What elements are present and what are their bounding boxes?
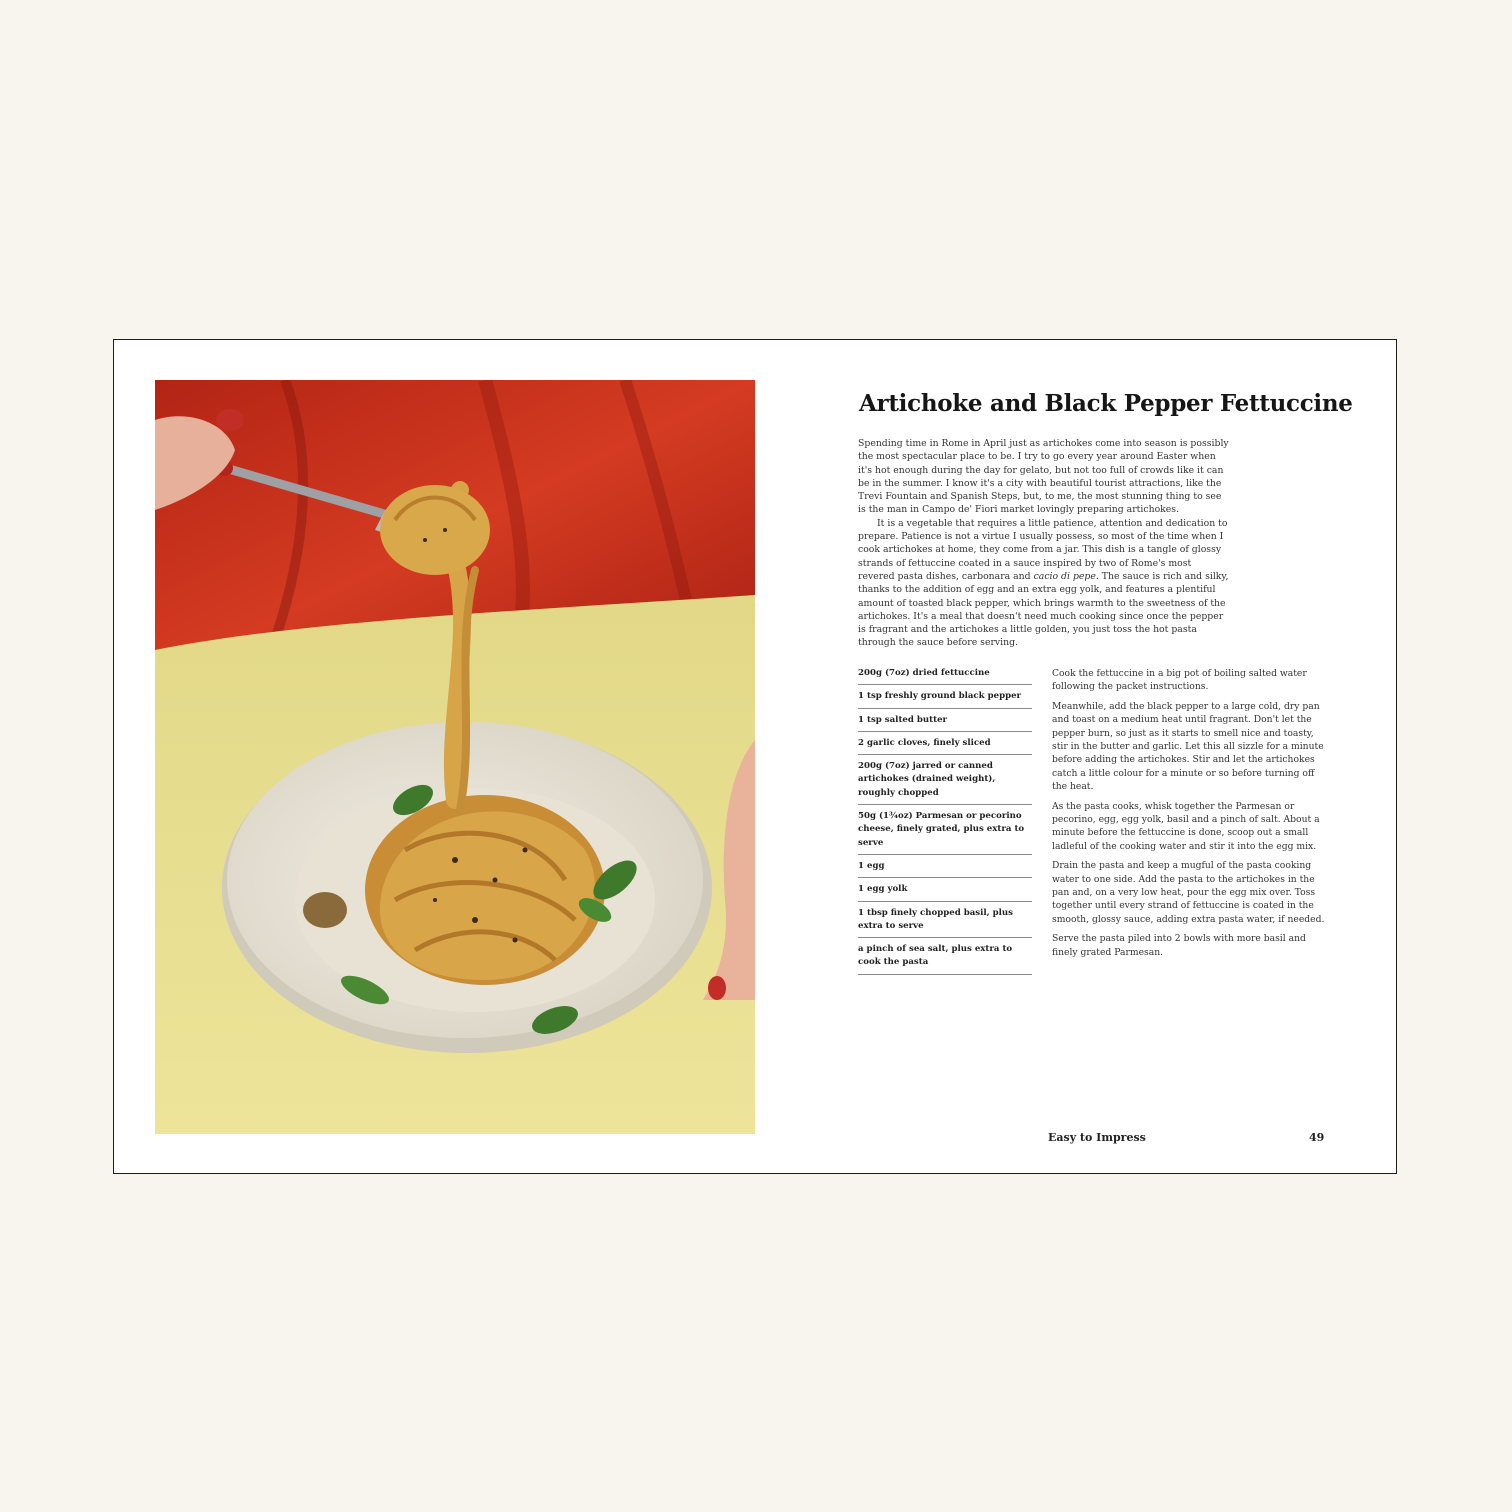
ingredient-item: 1 tbsp finely chopped basil, plus extra to serve <box>858 906 1032 939</box>
ingredient-item: 1 egg yolk <box>858 882 1032 901</box>
ingredient-item: 1 tsp freshly ground black pepper <box>858 689 1032 708</box>
method-step: Meanwhile, add the black pepper to a large cold, dry pan and toast on a medium heat until fragrant. Don't let the pepper burn, so just as it starts to smell nice and toasty, stir in the butter and garlic. Let this all sizzle for a minute before adding the artichokes. Stir and let the artichokes catch a little colour for a minute or so before turning off the heat. <box>1052 701 1324 792</box>
ingredient-item: 2 garlic cloves, finely sliced <box>858 736 1032 755</box>
running-head: Easy to Impress <box>1048 1131 1146 1144</box>
pasta-photo-illustration <box>155 380 755 1134</box>
method-step: Cook the fettuccine in a big pot of boiling salted water following the packet instructions. <box>1052 668 1307 693</box>
recipe-intro <box>858 437 1230 650</box>
ingredient-item: 200g (7oz) dried fettuccine <box>858 666 1032 685</box>
ingredient-list <box>858 666 1032 979</box>
ingredient-item: 50g (1¾oz) Parmesan or pecorino cheese, finely grated, plus extra to serve <box>858 809 1032 855</box>
intro-italic-dish-name: cacio di pepe <box>1033 570 1096 582</box>
ingredient-item: 1 tsp salted butter <box>858 713 1032 732</box>
ingredient-item: 1 egg <box>858 859 1032 878</box>
ingredient-item: a pinch of sea salt, plus extra to cook the pasta <box>858 942 1032 975</box>
intro-paragraph-1: Spending time in Rome in April just as artichokes come into season is possibly the most spectacular place to be. I try to go every year around Easter when it's hot enough during the day for gelato, but not too full of crowds like it can be in the summer. I know it's a city with beautiful tourist attractions, like the Trevi Fountain and Spanish Steps, but, to me, the most stunning thing to see is the man in Campo de' Fiori market lovingly preparing artichokes. <box>858 438 1229 516</box>
method-step: Drain the pasta and keep a mugful of the pasta cooking water to one side. Add the pasta to the artichokes in the pan and, on a very low heat, pour the egg mix over. Toss together until every strand of fettuccine is coated in the smooth, glossy sauce, adding extra pasta water, if needed. <box>1052 860 1325 925</box>
book-spread <box>113 339 1397 1174</box>
intro-paragraph-2-part-2: . The sauce is rich and silky, thanks to the addition of egg and an extra egg yolk, and features a plentiful amount of toasted black pepper, which brings warmth to the sweetness of the artichokes. It's a meal that doesn't need much cooking since once the pepper is fragrant and the artichokes a little golden, you just toss the hot pasta through the sauce before serving. <box>858 570 1229 649</box>
method-step: As the pasta cooks, whisk together the Parmesan or pecorino, egg, egg yolk, basil and a pinch of salt. About a minute before the fettuccine is done, scoop out a small ladleful of the cooking water and stir it into the egg mix. <box>1052 800 1320 852</box>
method-step: Serve the pasta piled into 2 bowls with more basil and finely grated Parmesan. <box>1052 933 1306 958</box>
page-number: 49 <box>1309 1131 1325 1144</box>
ingredient-item: 200g (7oz) jarred or canned artichokes (drained weight), roughly chopped <box>858 759 1032 805</box>
intro-paragraph-2 <box>858 517 1230 650</box>
intro-paragraph-2-part-1: It is a vegetable that requires a little patience, attention and dedication to prepare. Patience is not a virtue I usually possess, so most of the time when I cook artichokes at home, they come from a jar. This dish is a tangle of glossy strands of fettuccine coated in a sauce inspired by two of Rome's most revered pasta dishes, carbonara and <box>858 517 1228 582</box>
pasta-photo <box>155 380 755 1134</box>
recipe-title: Artichoke and Black Pepper Fettuccine <box>859 390 1353 417</box>
method-steps <box>1052 667 1326 965</box>
